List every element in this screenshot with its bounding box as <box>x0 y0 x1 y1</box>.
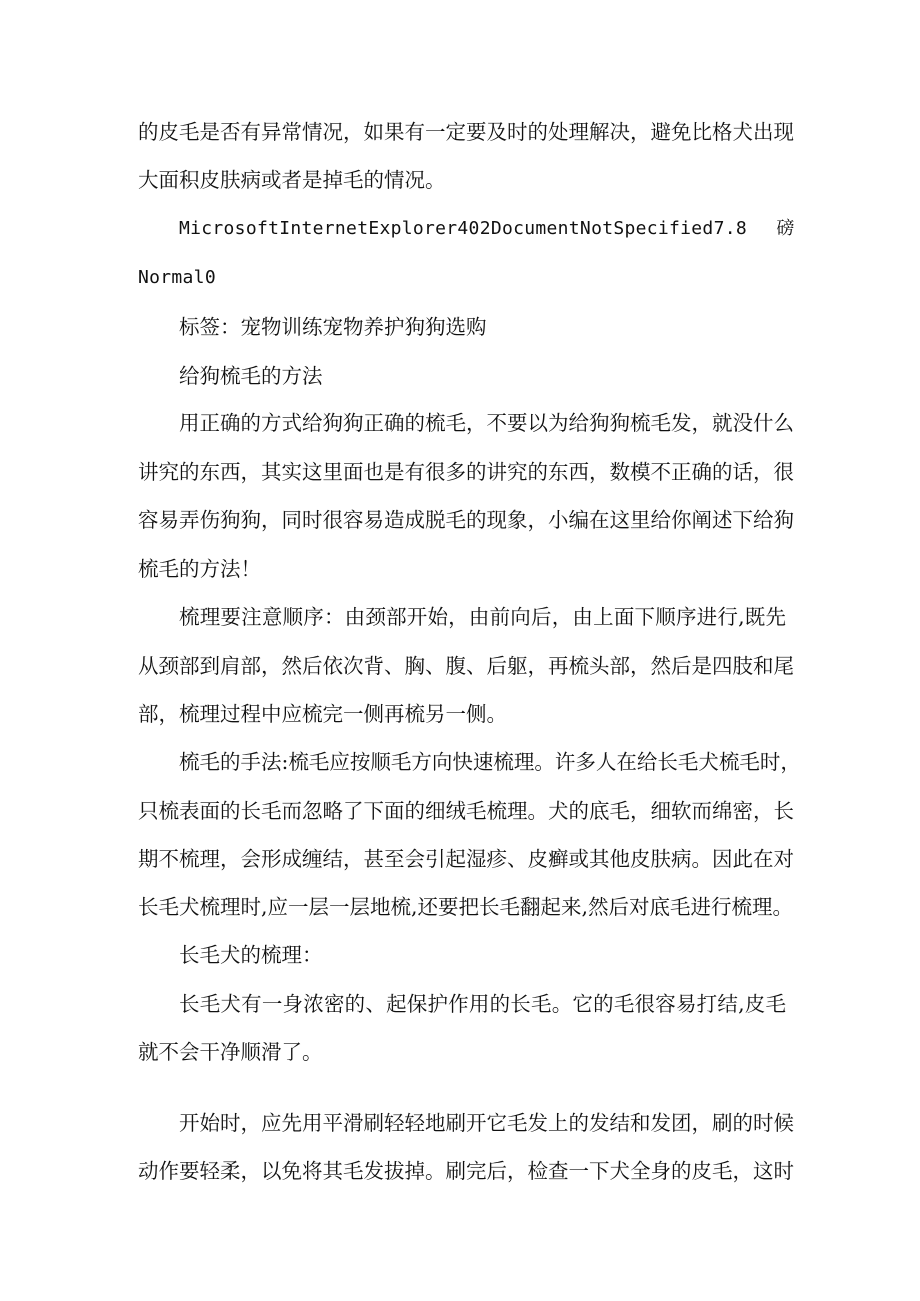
body-text-line: 长毛犬梳理时,应一层一层地梳,还要把长毛翻起来,然后对底毛进行梳理。 <box>138 895 794 919</box>
body-text-line: 容易弄伤狗狗，同时很容易造成脱毛的现象，小编在这里给你阐述下给狗 <box>138 508 794 532</box>
body-text-line: 部，梳理过程中应梳完一侧再梳另一侧。 <box>138 702 507 726</box>
metadata-text-line: MicrosoftInternetExplorer402DocumentNotSpecified7.8 磅 <box>179 218 795 239</box>
body-text-line: 长毛犬有一身浓密的、起保护作用的长毛。它的毛很容易打结,皮毛 <box>179 992 786 1016</box>
body-text-line: 大面积皮肤病或者是掉毛的情况。 <box>138 168 446 192</box>
body-text-line: 动作要轻柔，以免将其毛发拔掉。刷完后，检查一下犬全身的皮毛，这时 <box>138 1159 794 1183</box>
body-text-line: 的皮毛是否有异常情况，如果有一定要及时的处理解决，避免比格犬出现 <box>138 120 794 144</box>
section-heading: 给狗梳毛的方法 <box>179 364 323 388</box>
body-text-line: 就不会干净顺滑了。 <box>138 1040 323 1064</box>
subheading: 长毛犬的梳理： <box>179 943 323 967</box>
metadata-text-line: Normal0 <box>138 267 216 288</box>
body-text-line: 从颈部到肩部，然后依次背、胸、腹、后躯，再梳头部，然后是四肢和尾 <box>138 654 794 678</box>
body-text-line: 梳毛的方法！ <box>138 557 261 581</box>
body-text-line: 只梳表面的长毛而忽略了下面的细绒毛梳理。犬的底毛，细软而绵密，长 <box>138 799 794 823</box>
body-text-line: 期不梳理，会形成缠结，甚至会引起湿疹、皮癣或其他皮肤病。因此在对 <box>138 847 794 871</box>
body-text-line: 用正确的方式给狗狗正确的梳毛，不要以为给狗狗梳毛发，就没什么 <box>179 411 794 435</box>
body-text-line: 梳理要注意顺序：由颈部开始，由前向后，由上面下顺序进行,既先 <box>179 605 786 629</box>
body-text-line: 梳毛的手法:梳毛应按顺毛方向快速梳理。许多人在给长毛犬梳毛时， <box>179 750 801 774</box>
body-text-line: 讲究的东西，其实这里面也是有很多的讲究的东西，数模不正确的话，很 <box>138 460 794 484</box>
tags-line: 标签：宠物训练宠物养护狗狗选购 <box>179 315 487 339</box>
body-text-line: 开始时，应先用平滑刷轻轻地刷开它毛发上的发结和发团，刷的时候 <box>179 1111 794 1135</box>
